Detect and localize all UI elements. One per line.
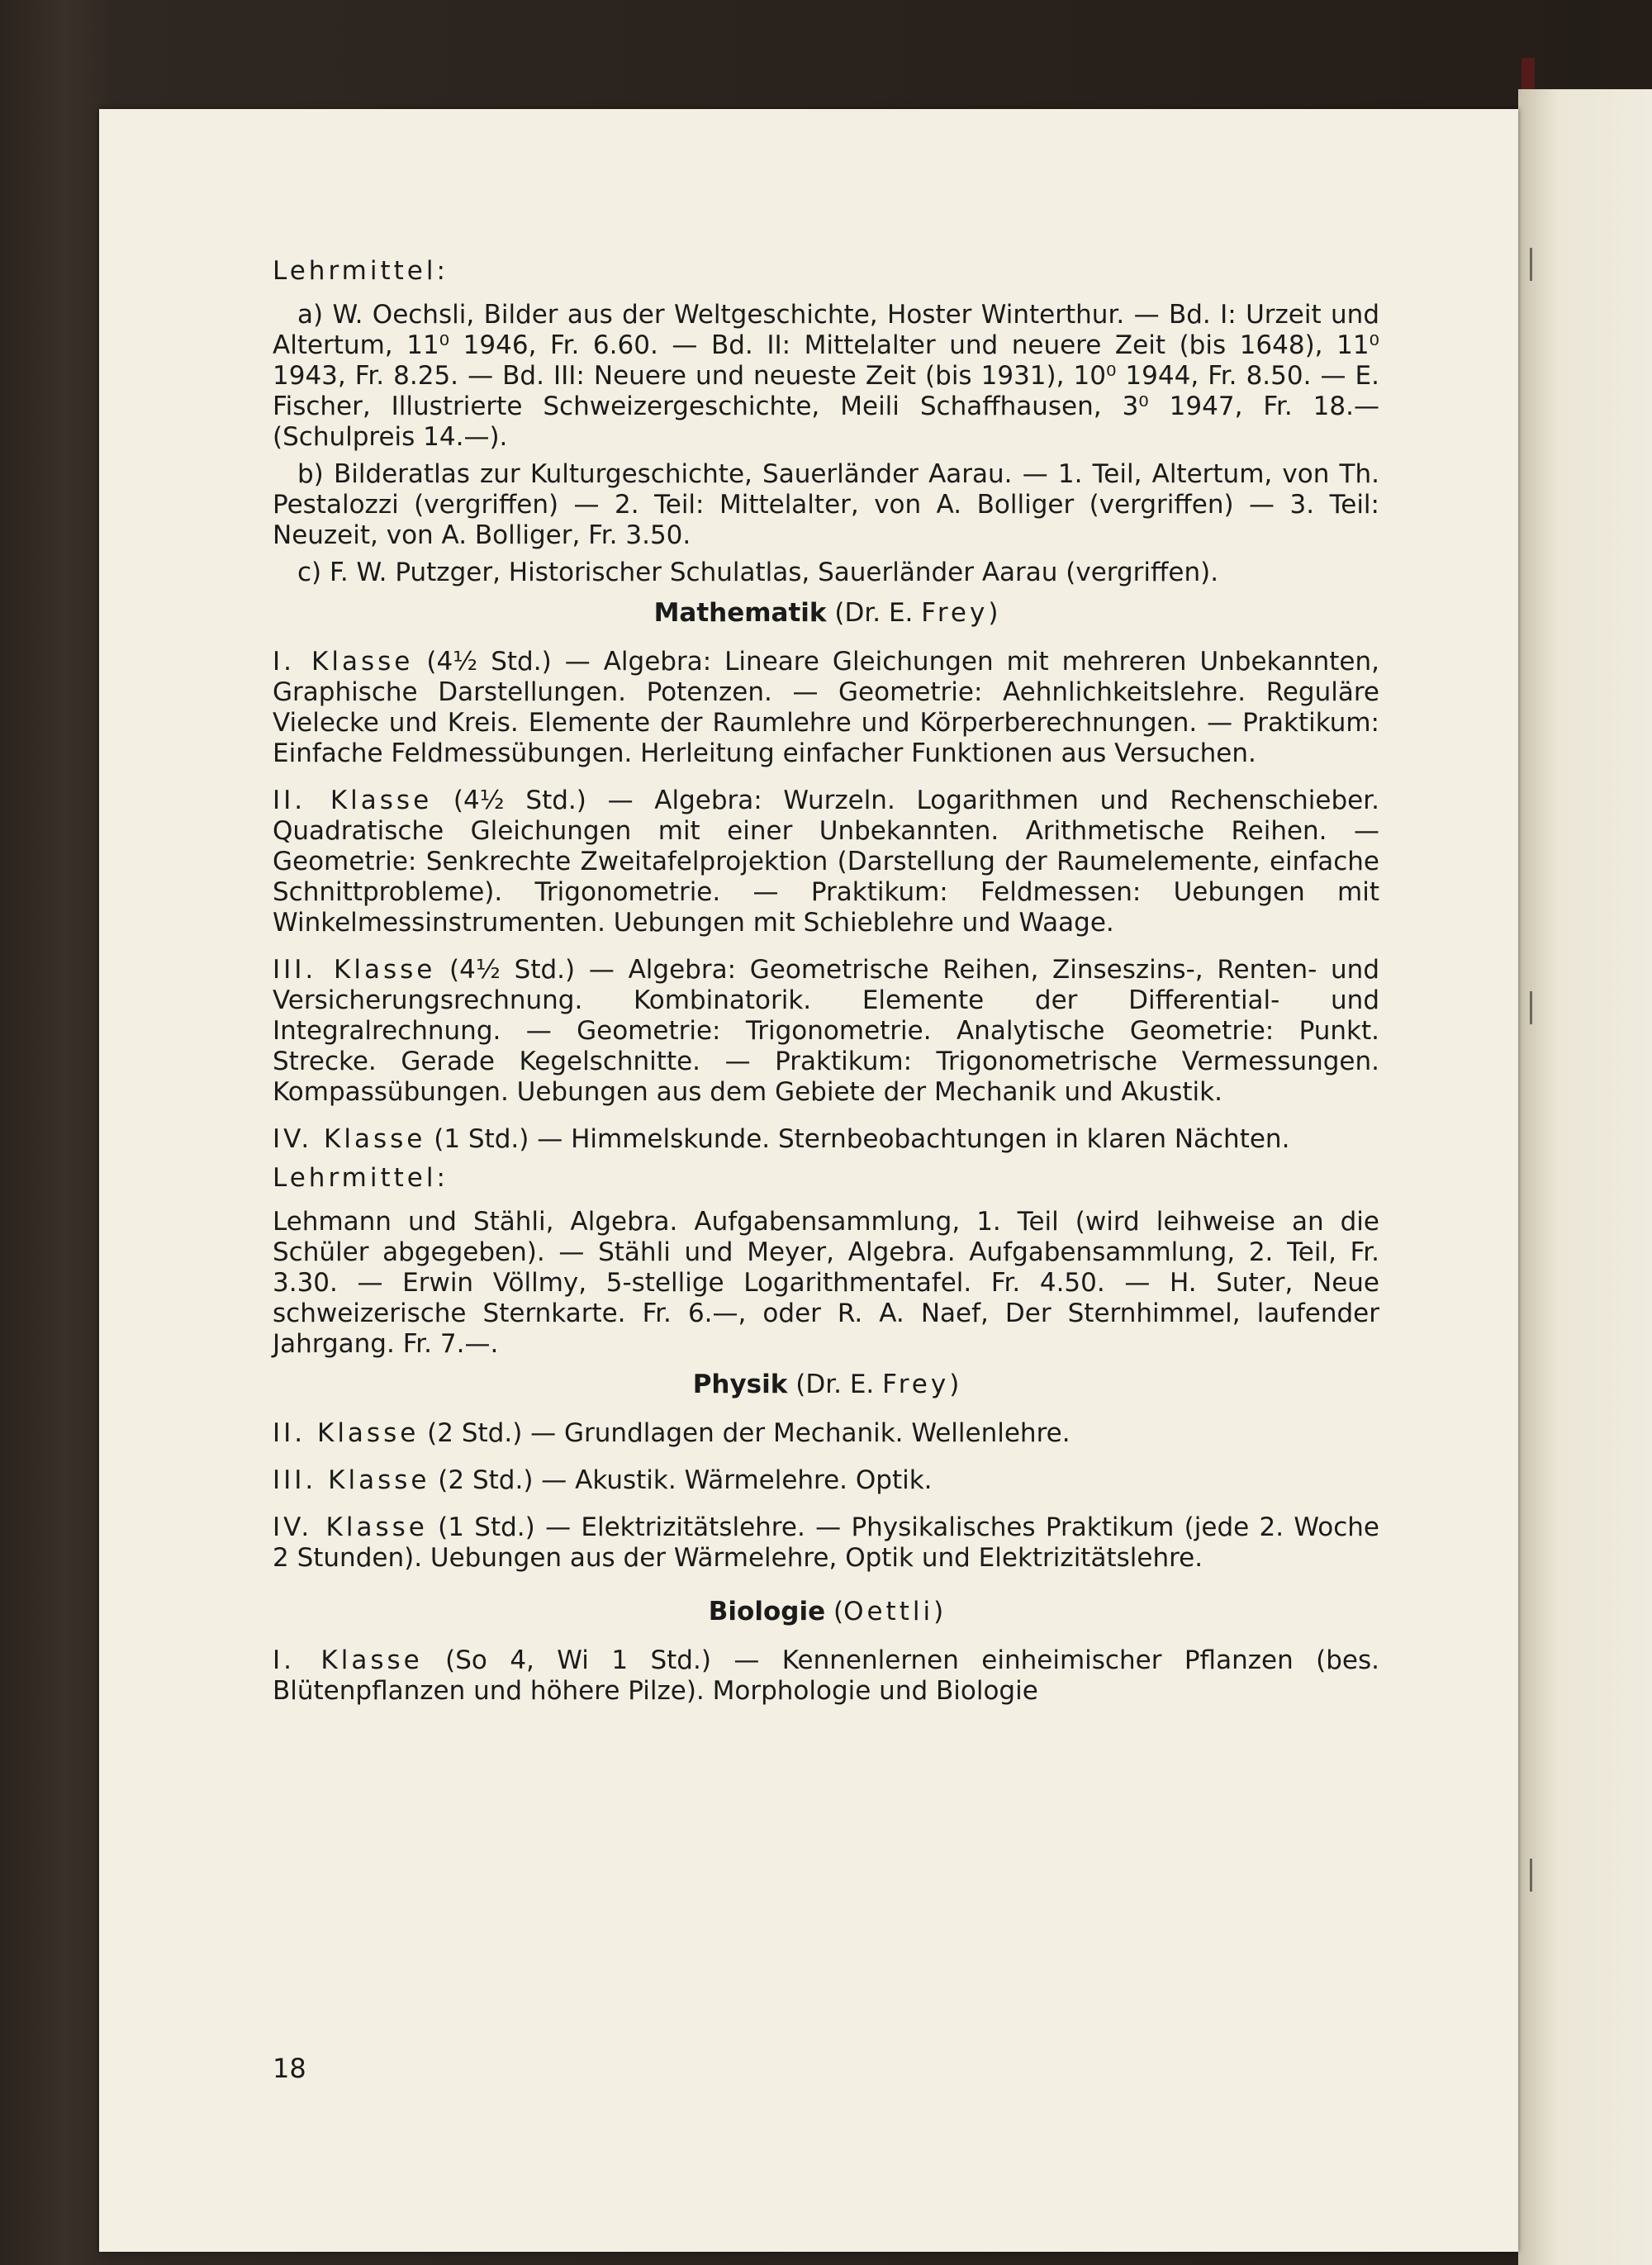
staple-mark — [1530, 248, 1532, 281]
class-text: (1 Std.) — Elektrizitätslehre. — Physikalisches Praktikum (jede 2. Woche 2 Stunden). Uebungen aus der Wärmelehre, Optik und Elektrizitätslehre. — [273, 1512, 1379, 1573]
staple-mark — [1530, 1859, 1532, 1892]
class-label: II. Klasse — [273, 786, 433, 815]
adjacent-page-edge — [1518, 89, 1652, 2265]
class-label: III. Klasse — [273, 1465, 430, 1495]
class-label: IV. Klasse — [273, 1124, 426, 1154]
class-text: (So 4, Wi 1 Std.) — Kennenlernen einheimischer Pflanzen (bes. Blütenpflanzen und höhere Pilze). Morphologie und Biologie — [273, 1645, 1379, 1706]
teacher-prefix: (Dr. E. — [834, 598, 922, 628]
lehrmittel-item-c: c) F. W. Putzger, Historischer Schulatlas, Sauerländer Aarau (vergriffen). — [297, 558, 1219, 587]
class-text: (1 Std.) — Himmelskunde. Sternbeobachtungen in klaren Nächten. — [425, 1124, 1290, 1154]
teacher-suffix: ) — [988, 598, 999, 628]
teacher-name: Frey — [921, 598, 989, 628]
class-label: II. Klasse — [273, 1418, 420, 1448]
class-text: (4½ Std.) — Algebra: Lineare Gleichungen mit mehreren Unbekannten, Graphische Darstellungen. Potenzen. — Geometrie: Aehnlichkeitslehre. Reguläre Vielecke und Kreis. Elemente der Raumlehre und Körperberechnungen. — Praktikum: Einfache Feldmessübungen. Herleitung einfacher Funktionen aus Versuchen. — [273, 647, 1379, 768]
teacher-name: Oettli — [843, 1597, 934, 1626]
lehrmittel-heading: Lehrmittel: — [273, 1163, 449, 1193]
class-entry — [273, 1124, 1379, 1155]
page-body — [273, 248, 1379, 1713]
lehrmittel-item-b: b) Bilderatlas zur Kulturgeschichte, Sauerländer Aarau. — 1. Teil, Altertum, von Th. Pestalozzi (vergriffen) — 2. Teil: Mittelalter, von A. Bolliger (vergriffen) — 3. Teil: Neuzeit, von A. Bolliger, Fr. 3.50. — [273, 459, 1379, 550]
lehrmittel-heading: Lehrmittel: — [273, 256, 449, 286]
class-text: (4½ Std.) — Algebra: Wurzeln. Logarithmen und Rechenschieber. Quadratische Gleichungen mit einer Unbekannten. Arithmetische Reihen. — Geometrie: Senkrechte Zweitafelprojektion (Darstellung der Raumelemente, einfache Schnittprobleme). Trigonometrie. — Praktikum: Feldmessen: Uebungen mit Winkelmessinstrumenten. Uebungen mit Schieblehre und Waage. — [273, 786, 1379, 938]
class-label: I. Klasse — [273, 647, 414, 677]
class-entry — [273, 955, 1379, 1108]
class-entry — [273, 1512, 1379, 1574]
class-entry — [273, 1465, 1379, 1496]
teacher-name: Frey — [882, 1370, 950, 1399]
class-entry — [273, 786, 1379, 938]
class-label: I. Klasse — [273, 1645, 423, 1675]
page-number: 18 — [273, 2053, 306, 2084]
class-label: IV. Klasse — [273, 1512, 428, 1542]
staple-mark — [1530, 991, 1532, 1024]
class-text: (2 Std.) — Akustik. Wärmelehre. Optik. — [430, 1465, 933, 1495]
class-entry — [273, 647, 1379, 769]
class-entry — [273, 1418, 1379, 1449]
teacher-suffix: ) — [933, 1597, 944, 1626]
subject-name: Biologie — [708, 1597, 826, 1626]
teacher-prefix: (Dr. E. — [795, 1370, 883, 1399]
subject-name: Mathematik — [653, 598, 827, 628]
class-entry — [273, 1645, 1379, 1707]
subject-name: Physik — [692, 1370, 788, 1399]
mathematik-title — [273, 598, 1379, 629]
class-text: (4½ Std.) — Algebra: Geometrische Reihen, Zinseszins-, Renten- und Versicherungsrechnung. Kombinatorik. Elemente der Differential- und Integralrechnung. — Geometrie: Trigonometrie. Analytische Geometrie: Punkt. Strecke. Gerade Kegelschnitte. — Praktikum: Trigonometrische Vermessungen. Kompassübungen. Uebungen aus dem Gebiete der Mechanik und Akustik. — [273, 955, 1379, 1107]
lehrmittel-text: Lehmann und Stähli, Algebra. Aufgabensammlung, 1. Teil (wird leihweise an die Schüler abgegeben). — Stähli und Meyer, Algebra. Aufgabensammlung, 2. Teil, Fr. 3.30. — Erwin Völlmy, 5-stellige Logarithmentafel. Fr. 4.50. — H. Suter, Neue schweizerische Sternkarte. Fr. 6.—, oder R. A. Naef, Der Sternhimmel, laufender Jahrgang. Fr. 7.—. — [273, 1207, 1379, 1359]
physik-title — [273, 1370, 1379, 1400]
biologie-title — [273, 1597, 1379, 1627]
teacher-prefix: ( — [833, 1597, 844, 1626]
teacher-suffix: ) — [949, 1370, 960, 1399]
lehrmittel-item-a: a) W. Oechsli, Bilder aus der Weltgeschichte, Hoster Winterthur. — Bd. I: Urzeit und Altertum, 11⁰ 1946, Fr. 6.60. — Bd. II: Mittelalter und neuere Zeit (bis 1648), 11⁰ 1943, Fr. 8.25. — Bd. III: Neuere und neueste Zeit (bis 1931), 10⁰ 1944, Fr. 8.50. — E. Fischer, Illustrierte Schweizergeschichte, Meili Schaffhausen, 3⁰ 1947, Fr. 18.— (Schulpreis 14.—). — [273, 300, 1379, 452]
class-label: III. Klasse — [273, 955, 436, 985]
class-text: (2 Std.) — Grundlagen der Mechanik. Wellenlehre. — [419, 1418, 1070, 1448]
